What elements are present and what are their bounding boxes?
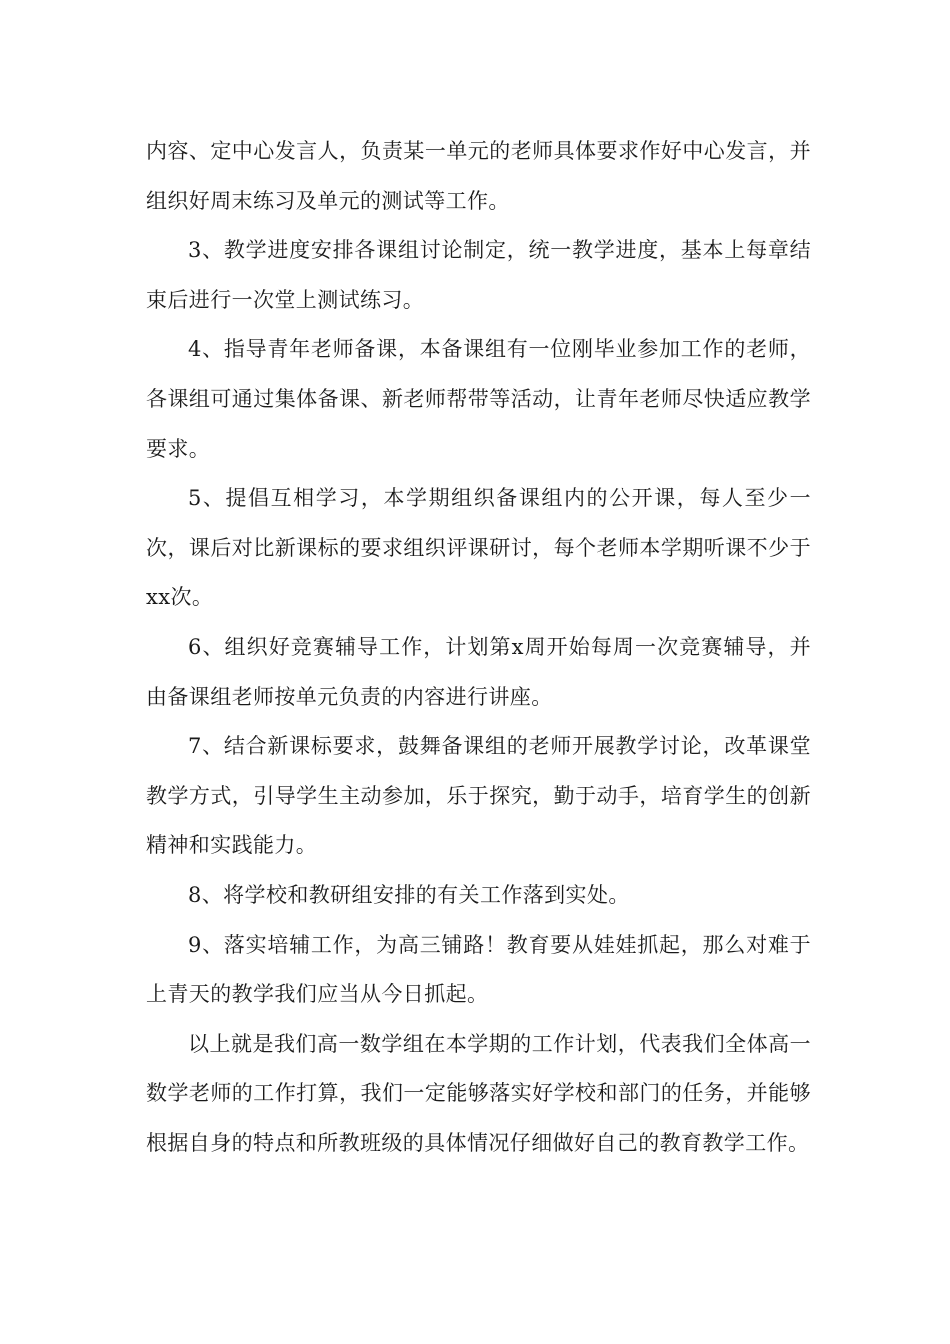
paragraph-item-9: 9、落实培辅工作，为高三铺路！教育要从娃娃抓起，那么对难于上青天的教学我们应当从今日抓起。 (146, 932, 811, 1007)
document-body (146, 127, 811, 1168)
paragraph-conclusion: 以上就是我们高一数学组在本学期的工作计划，代表我们全体高一数学老师的工作打算，我们一定能够落实好学校和部门的任务，并能够根据自身的特点和所教班级的具体情况仔细做好自己的教育教学工作。 (146, 1031, 811, 1155)
paragraph-item-7: 7、结合新课标要求，鼓舞备课组的老师开展教学讨论，改革课堂教学方式，引导学生主动参加，乐于探究，勤于动手，培育学生的创新精神和实践能力。 (146, 734, 811, 858)
paragraph-item-8: 8、将学校和教研组安排的有关工作落到实处。 (188, 882, 630, 907)
paragraph-item-5: 5、提倡互相学习，本学期组织备课组内的公开课，每人至少一次，课后对比新课标的要求组织评课研讨，每个老师本学期听课不少于xx次。 (146, 486, 811, 610)
paragraph-item-4: 4、指导青年老师备课，本备课组有一位刚毕业参加工作的老师，各课组可通过集体备课、新老师帮带等活动，让青年老师尽快适应教学要求。 (146, 337, 811, 461)
paragraph-item-6: 6、组织好竞赛辅导工作，计划第x周开始每周一次竞赛辅导，并由备课组老师按单元负责的内容进行讲座。 (146, 634, 811, 709)
paragraph-item-3: 3、教学进度安排各课组讨论制定，统一教学进度，基本上每章结束后进行一次堂上测试练习。 (146, 238, 811, 312)
paragraph-continuation: 内容、定中心发言人，负责某一单元的老师具体要求作好中心发言，并组织好周末练习及单元的测试等工作。 (146, 139, 811, 213)
